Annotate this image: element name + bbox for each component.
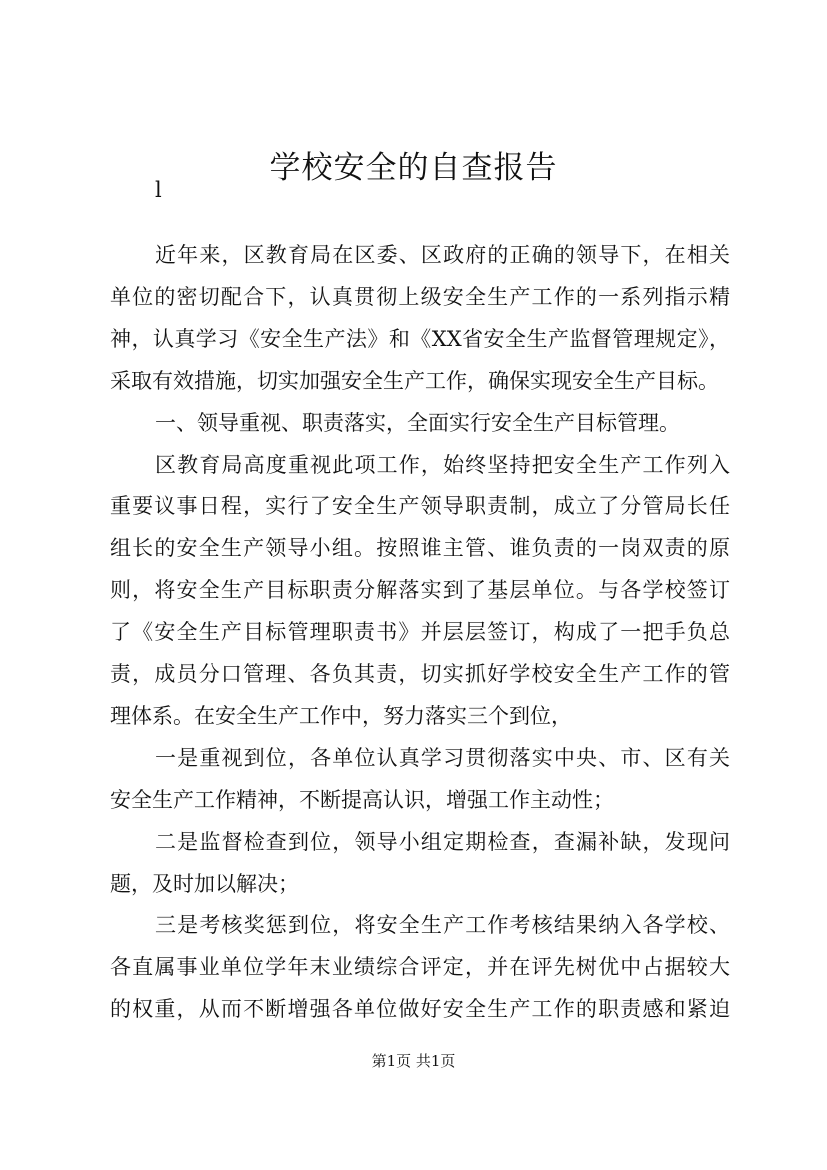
body-text-line: 安全生产工作精神，不断提高认识，增强工作主动性；: [110, 788, 614, 812]
body-text-line: 二是监督检查到位，领导小组定期检查，查漏补缺，发现问: [155, 830, 730, 854]
body-text-line: 责，成员分口管理、各负其责，切实抓好学校安全生产工作的管: [110, 662, 730, 686]
body-text-line: 三是考核奖惩到位，将安全生产工作考核结果纳入各学校、: [155, 913, 730, 937]
body-text-line: 单位的密切配合下，认真贯彻上级安全生产工作的一系列指示精: [110, 285, 730, 309]
body-text-line: 组长的安全生产领导小组。按照谁主管、谁负责的一岗双责的原: [110, 536, 730, 560]
page-footer: 第1页 共1页: [371, 1052, 456, 1070]
body-text-line: 一、领导重视、职责落实，全面实行安全生产目标管理。: [155, 411, 680, 435]
body-text-line: 一是重视到位，各单位认真学习贯彻落实中央、市、区有关: [155, 746, 730, 770]
body-text-line: 神，认真学习《安全生产法》和《XX省安全生产监督管理规定》，: [110, 327, 730, 351]
body-text-line: 采取有效措施，切实加强安全生产工作，确保实现安全生产目标。: [110, 369, 719, 393]
body-text-line: 各直属事业单位学年末业绩综合评定，并在评先树优中占据较大: [110, 955, 730, 979]
document-title: 学校安全的自查报告: [269, 150, 558, 186]
body-text-line: 则，将安全生产目标职责分解落实到了基层单位。与各学校签订: [110, 578, 730, 602]
body-text-line: 区教育局高度重视此项工作，始终坚持把安全生产工作列入: [155, 453, 730, 477]
body-text-line: 近年来，区教育局在区委、区政府的正确的领导下，在相关: [155, 243, 730, 267]
body-text-line: 的权重，从而不断增强各单位做好安全生产工作的职责感和紧迫: [110, 997, 730, 1021]
body-text-line: 理体系。在安全生产工作中，努力落实三个到位，: [110, 704, 572, 728]
section-marker: l: [155, 178, 162, 202]
body-text-line: 题，及时加以解决；: [110, 872, 299, 896]
body-text-line: 了《安全生产目标管理职责书》并层层签订，构成了一把手负总: [110, 620, 730, 644]
body-text-line: 重要议事日程，实行了安全生产领导职责制，成立了分管局长任: [110, 494, 730, 518]
